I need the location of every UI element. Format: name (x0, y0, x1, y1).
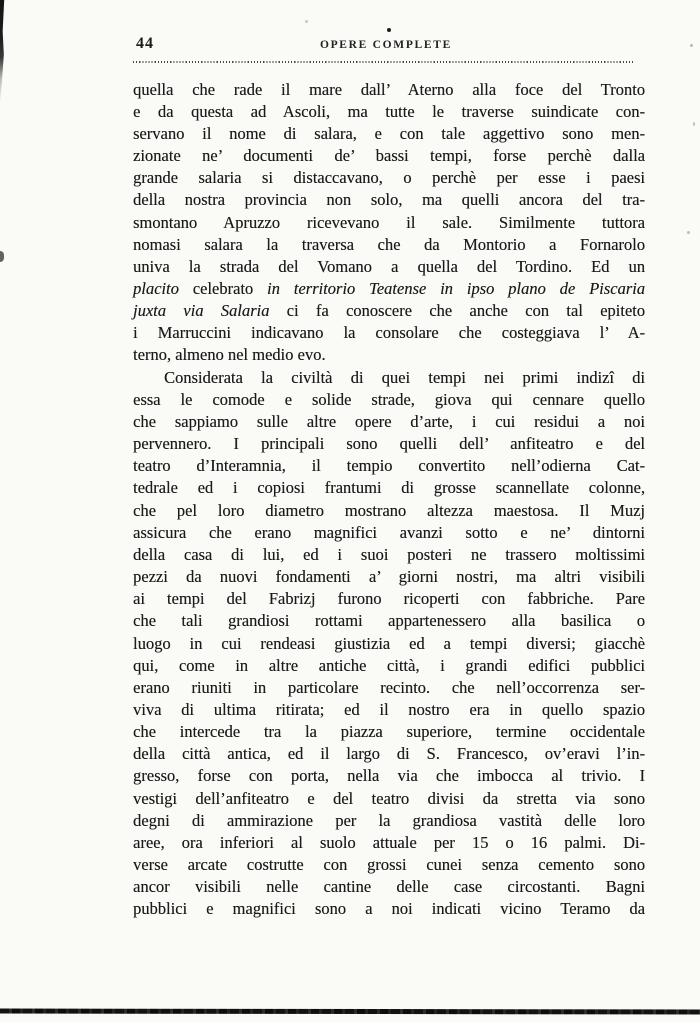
text-segment: grande salaria si distaccavano, o perchè per esse i paesi (133, 168, 645, 188)
text-line (133, 123, 645, 145)
text-line (133, 455, 645, 477)
text-segment: nomasi salara la traversa che da Montorio a Fornarolo (133, 234, 645, 254)
text-segment: ancor visibili nelle cantine delle case circostanti. Bagni (133, 877, 645, 897)
dotted-rule (133, 61, 635, 63)
text-segment: degni di ammirazione per la grandiosa vastità delle loro (133, 810, 645, 830)
text-segment: che sappiamo sulle altre opere d’arte, i cui residui a noi (133, 411, 645, 431)
text-line (133, 788, 645, 810)
text-segment: quella che rade il mare dall’ Aterno alla foce del Tronto (133, 79, 645, 99)
ink-speck (690, 44, 693, 47)
body-text (133, 79, 645, 921)
text-line (133, 101, 645, 123)
ink-speck (305, 20, 308, 23)
text-line (133, 633, 645, 655)
text-segment: celebrato (178, 279, 268, 298)
text-line (133, 832, 645, 854)
text-segment: verse arcate costrutte con grossi cunei senza cemento sono (133, 855, 645, 875)
text-segment: smontano Apruzzo ricevevano il sale. Similmente tuttora (133, 212, 645, 232)
text-line (133, 189, 645, 211)
text-segment: gresso, forse con porta, nella via che imbocca al trivio. I (133, 766, 645, 786)
text-line (133, 145, 645, 167)
text-line (133, 79, 645, 101)
text-segment: Considerata la civiltà di quei tempi nei primi indizî di (164, 367, 645, 387)
ink-speck (387, 28, 391, 32)
ink-speck (693, 122, 695, 126)
text-line (133, 588, 645, 610)
text-segment: i Marruccini indicavano la consolare che costeggiava l’ A- (133, 323, 645, 343)
text-segment: pubblici e magnifici sono a noi indicati vicino Teramo da (133, 899, 645, 919)
text-segment: terno, almeno nel medio evo. (133, 345, 326, 365)
text-segment: pezzi da nuovi fondamenti a’ giorni nostri, ma altri visibili (133, 567, 645, 587)
text-line (133, 898, 645, 920)
text-segment: della nostra provincia non solo, ma quelli ancora del tra- (133, 190, 645, 210)
text-segment: che intercede tra la piazza superiore, termine occidentale (133, 722, 645, 742)
page-number: 44 (136, 35, 154, 52)
italic-text-segment: placito (133, 279, 179, 298)
italic-text-segment: in territorio Teatense in ipso plano de Piscaria (267, 279, 645, 298)
ink-speck (687, 231, 690, 234)
text-line (133, 389, 645, 411)
text-line (133, 411, 645, 433)
text-line (133, 322, 645, 344)
text-line (133, 721, 645, 743)
text-segment: tedrale ed i copiosi frantumi di grosse scannellate colonne, (133, 478, 645, 498)
text-line (133, 810, 645, 832)
scan-edge-artifact-left (0, 0, 7, 105)
scan-edge-artifact-left-blob (0, 251, 4, 262)
text-line (133, 522, 645, 544)
text-segment: aree, ora inferiori al suolo attuale per 15 o 16 palmi. Di- (133, 832, 645, 852)
text-segment: e da questa ad Ascoli, ma tutte le traverse suindicate con- (133, 101, 645, 121)
italic-text-segment: juxta via Salaria (133, 301, 270, 321)
text-segment: vestigi dell’anfiteatro e del teatro divisi da stretta via sono (133, 788, 645, 808)
text-segment: erano riuniti in particolare recinto. che nell’occorrenza ser- (133, 677, 645, 697)
text-line (133, 477, 645, 499)
text-line (133, 433, 645, 455)
text-segment: assicura che erano magnifici avanzi sotto e ne’ dintorni (133, 522, 645, 542)
text-segment: che tali grandiosi rottami appartenessero alla basilica o (133, 611, 645, 631)
text-line (133, 544, 645, 566)
text-segment: ai tempi del Fabrizj furono ricoperti con fabbriche. Pare (133, 589, 645, 609)
text-line (133, 256, 645, 278)
text-segment: zionate ne’ documenti de’ bassi tempi, forse perchè dalla (133, 146, 645, 166)
text-segment: qui, come in altre antiche città, i grandi edifici pubblici (133, 655, 645, 675)
text-line (133, 610, 645, 632)
text-segment: ci fa conoscere che anche con tal epiteto (269, 301, 645, 321)
text-line (133, 500, 645, 522)
text-segment: viva di ultima ritirata; ed il nostro era in quello spazio (133, 699, 645, 719)
text-line (133, 854, 645, 876)
text-line (133, 566, 645, 588)
text-line (133, 167, 645, 189)
scan-edge-artifact-bottom (0, 1009, 700, 1015)
text-line (133, 743, 645, 765)
text-line (133, 367, 645, 389)
page-header (133, 35, 645, 54)
text-line (133, 677, 645, 699)
text-line (133, 876, 645, 898)
text-segment: della città antica, ed il largo di S. Francesco, ov’eravi l’in- (133, 744, 645, 764)
text-segment: luogo in cui rendeasi giustizia ed a tempi diversi; giacchè (133, 633, 645, 653)
text-column (133, 0, 645, 921)
text-line (133, 655, 645, 677)
text-segment: essa le comode e solide strade, giova qui cennare quello (133, 389, 645, 409)
text-line (133, 699, 645, 721)
text-segment: univa la strada del Vomano a quella del Tordino. Ed un (133, 256, 645, 276)
text-segment: teatro d’Interamnia, il tempio convertito nell’odierna Cat- (133, 456, 645, 476)
text-line (133, 212, 645, 234)
text-segment: che pel loro diametro mostrano altezza maestosa. Il Muzj (133, 500, 645, 520)
text-segment: pervennero. I principali sono quelli dell’ anfiteatro e del (133, 434, 645, 454)
running-title: OPERE COMPLETE (319, 39, 453, 51)
text-line (133, 344, 645, 366)
text-line (133, 278, 645, 300)
text-segment: della casa di lui, ed i suoi posteri ne trassero moltissimi (133, 544, 645, 564)
text-line (133, 300, 645, 322)
text-line (133, 234, 645, 256)
text-line (133, 765, 645, 787)
text-segment: servano il nome di salara, e con tale aggettivo sono men- (133, 123, 645, 143)
